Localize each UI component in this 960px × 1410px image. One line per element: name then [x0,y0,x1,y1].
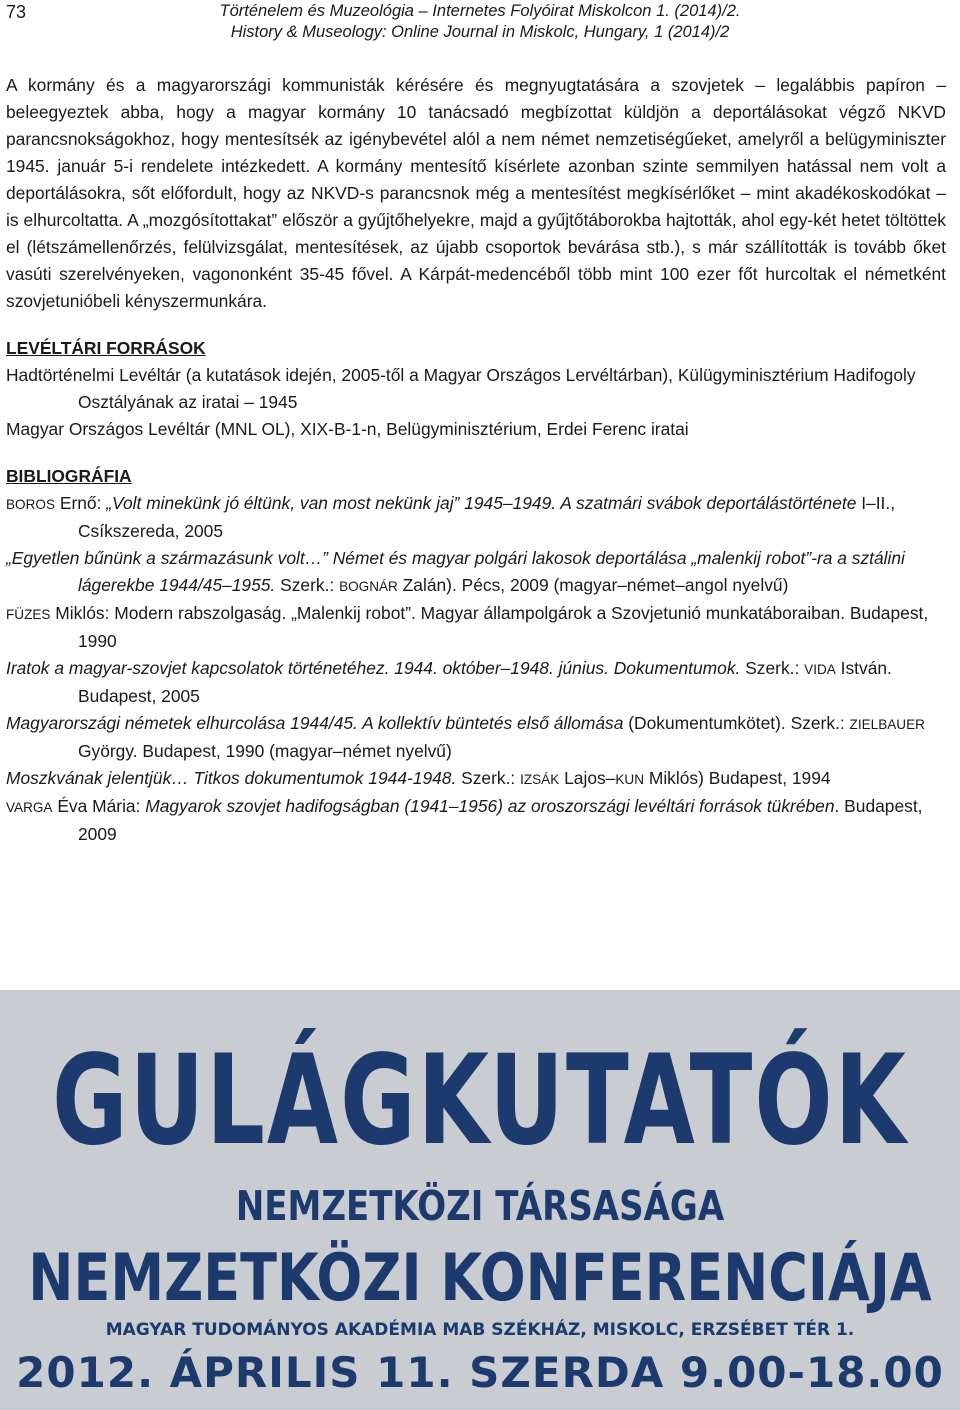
work-title: Iratok a magyar-szovjet kapcsolatok történetéhez. 1944. október–1948. június. Dokumentumok. [6,658,741,678]
editor-name: KUN [615,772,644,787]
work-title: Magyarországi németek elhurcolása 1944/45. A kollektív büntetés első állomása [6,713,624,733]
body-text-part-1: A kormány és a magyarországi kommunisták kérésére és megnyugtatására a szovjetek – legalábbis papíron – beleegyeztek abba, hogy a magyar kormány 10 tanácsadó megbízottat küldjön a deportálásokat végző NKVD parancsnokságokhoz, hogy mentesítsék az igénybevétel alól a nem német nemzetiségűeket, amelyről a belügyminiszter 1945. január 5-i rendelete intézkedett. [6,75,946,176]
publication-info: Miklós) Budapest, 1994 [644,768,831,788]
work-title: „Egyetlen bűnünk a származásunk volt…” Német és magyar polgári lakosok deportálása „malenkij robot”-ra a sztálini lágerekbe 1944/45–1955. [6,548,905,595]
editor-label: (Dokumentumkötet). Szerk.: [623,713,850,733]
journal-title-hu: Történelem és Muzeológia – Internetes Folyóirat Miskolcon 1. (2014)/2. [219,2,741,20]
editor-name: BOGNÁR [339,579,398,594]
publication-info: . Budapest, 2009 [78,796,923,844]
article-content [6,72,946,848]
banner-subtitle: NEMZETKÖZI TÁRSASÁGA [235,1183,725,1231]
work-title: „Volt minekünk jó éltünk, van most nekünk jaj” 1945–1949. A szatmári svábok deportálástörténete [106,493,857,513]
bibliography-entry [6,710,946,765]
editor-name: IZSÁK [520,772,560,787]
banner-title: GULÁGKUTATÓK [52,1028,908,1173]
author-name: FÜZES [6,607,51,622]
work-title: Magyarok szovjet hadifogságban (1941–1956) az oroszországi levéltári források tükrében [145,796,835,816]
source-item: Magyar Országos Levéltár (MNL OL), XIX-B-1-n, Belügyminisztérium, Erdei Ferenc iratai [6,419,689,439]
author-given: Ernő: [59,493,107,513]
editor-name: ZIELBAUER [849,717,925,732]
editor-label: Szerk.: [275,575,340,595]
author-name: VARGA [6,800,53,815]
body-text-part-2: A kormány mentesítő kísérlete azonban szinte semmilyen hatással nem volt a deportálásokra, sőt előfordult, hogy az NKVD-s parancsnok még a mentesítést megkísérlőket – mint akadékoskodókat – is elhurcoltatta. A „mozgósítottakat” először a gyűjtőhelyekre, majd a gyűjtőtáborokba hajtották, ahol egy-két hetet töltöttek el (létszámellenőrzés, felülvizsgálat, mentesítések, az újabb csoportok bevárása stb.), s már szállították is tovább őket vasúti szerelvényeken, vagononként 35-45 fővel. A Kárpát-medencéből több mint 100 ezer főt hurcoltak el németként szovjetunióbeli kényszermunkára. [6,156,946,311]
source-item: Hadtörténelmi Levéltár (a kutatások idején, 2005-től a Magyar Országos Lervéltárban), Külügyminisztérium Hadifogoly Osztályának az iratai – 1945 [6,365,916,412]
publication-info: Zalán). Pécs, 2009 (magyar–német–angol nyelvű) [397,575,789,595]
page-number: 73 [6,2,27,22]
body-paragraph [6,72,946,315]
bibliography-entry [6,765,946,793]
author-given: Éva Mária: [52,796,146,816]
banner-conference: NEMZETKÖZI KONFERENCIÁJA [28,1240,932,1316]
bibliography-entry [6,793,946,848]
publication-info: Miklós: Modern rabszolgaság. „Malenkij robot”. Magyar állampolgárok a Szovjetunió munkatáboraiban. Budapest, 1990 [50,603,929,651]
bibliography-entry [6,655,946,710]
publication-info: György. Budapest, 1990 (magyar–német nyelvű) [78,741,452,761]
editor-label: Szerk.: [456,768,521,788]
publication-info: I–II., Csíkszereda, 2005 [78,493,896,541]
bibliography-entry [6,545,946,600]
journal-title-en: History & Museology: Online Journal in Miskolc, Hungary, 1 (2014)/2 [230,23,730,41]
banner-venue: MAGYAR TUDOMÁNYOS AKADÉMIA MAB SZÉKHÁZ, MISKOLC, ERZSÉBET TÉR 1. [105,1320,855,1340]
editor-name: VIDA [804,662,836,677]
bibliography-heading: BIBLIOGRÁFIA [6,466,132,486]
bibliography-entry [6,600,946,655]
publication-info: István. Budapest, 2005 [78,658,892,706]
editor-separator: Lajos– [559,768,616,788]
bibliography-entry [6,490,946,545]
banner-date: 2012. ÁPRILIS 11. SZERDA 9.00-18.00 [16,1348,944,1397]
sources-heading: LEVÉLTÁRI FORRÁSOK [6,338,206,358]
editor-label: Szerk.: [740,658,805,678]
page-header [0,0,960,50]
conference-banner [0,990,960,1410]
work-title: Moszkvának jelentjük… Titkos dokumentumok 1944-1948. [6,768,457,788]
journal-title [200,1,760,43]
author-name: BOROS [6,497,55,512]
